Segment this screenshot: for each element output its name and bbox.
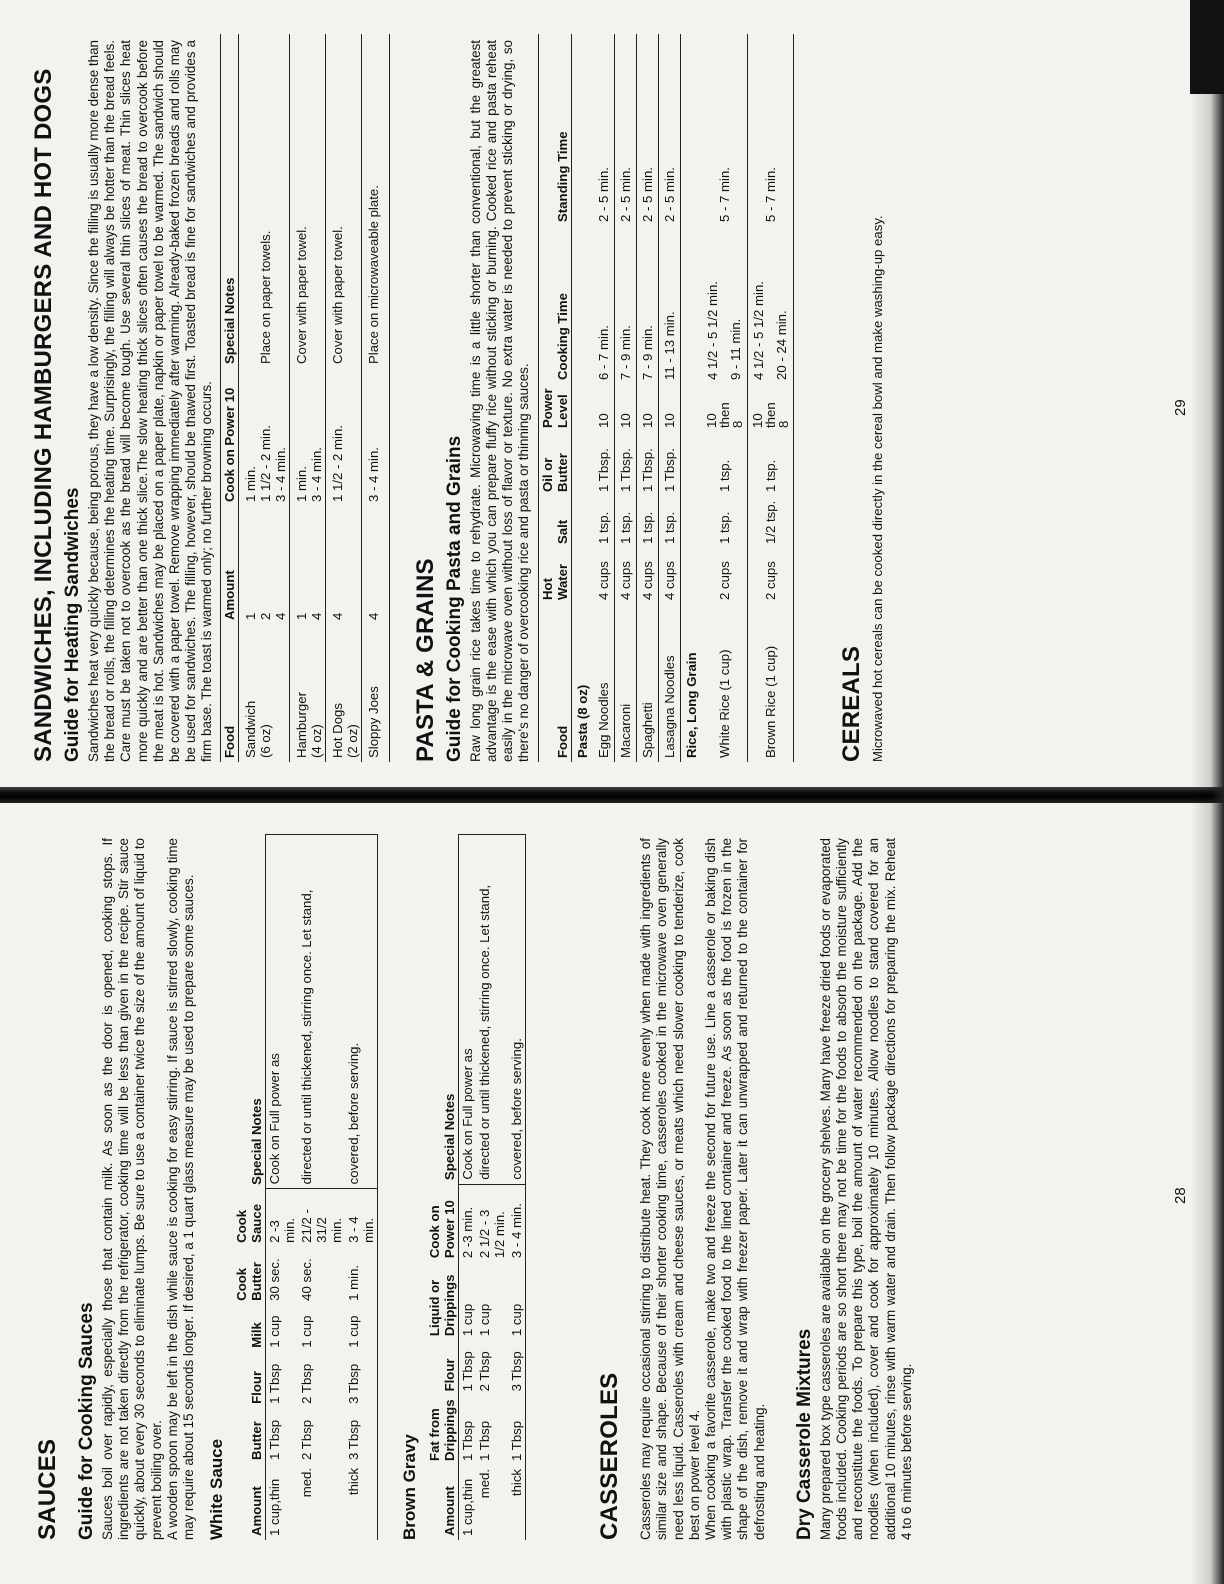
column-header: Fat from Drippings xyxy=(427,1399,458,1461)
cell: Egg Noodles xyxy=(593,604,615,762)
column-header: Power Level xyxy=(540,388,571,428)
dry-casserole-title: Dry Casserole Mixtures xyxy=(793,1328,815,1540)
sauces-guide-text-2: A wooden spoon may be left in the dish while sauce is cooking for easy stirring. If sauce is stirred slowly, cooking time may require about 15 seconds longer. If desired, a 1 quart glass measure may be used to prepare some sauces. xyxy=(164,838,197,1540)
column-header: Cook Butter xyxy=(234,1261,265,1301)
group-label: Rice, Long Grain xyxy=(684,652,700,758)
sandwiches-guide-text: Sandwiches heat very quickly because, being porous, they have a low density. Since the filling is usually more dense than the bread or rolls, the filling determines the heating time. Surprisingly, the filling will always be hotter than the bread feels. Care must be taken not to overcook as the bread will become tough. Use several thin slices of meat. Thin slices heat more quickly and are better than one thick slice.The slow heating thick slices often causes the bread to overcook before the meat is hot. Sandwiches may be placed on a paper plate, napkin or paper towel to be warmed. The sandwich should be covered with a paper towel. Remove wrapping immediately after warming. Already-baked frozen breads and rolls may be used for sandwiches. The filling, however, should be thawed first. Toasted bread is fine for sandwiches and provides a firm base. The toast is warmed only; no further browning occurs. xyxy=(86,40,215,762)
column-header: Special Notes xyxy=(442,1093,458,1181)
cell: 1 Tbsp xyxy=(267,1363,283,1404)
casseroles-title: CASSEROLES xyxy=(596,1372,624,1540)
table-row xyxy=(298,835,345,1541)
cell: 1 2 4 xyxy=(242,612,288,620)
table-row xyxy=(289,34,325,762)
cell: White Rice (1 cup) xyxy=(702,604,748,762)
table-header-row xyxy=(426,835,459,1541)
column-header: Food xyxy=(555,725,571,758)
cell: 1 4 xyxy=(293,612,324,620)
cell: 4 xyxy=(329,612,345,620)
table-row xyxy=(345,835,378,1541)
table-row xyxy=(659,34,681,762)
column-header: Amount xyxy=(221,570,237,620)
cell: 1 Tbsp. xyxy=(637,432,659,496)
column-header: Special Notes xyxy=(221,277,237,364)
table-row xyxy=(637,34,659,762)
sandwich-table xyxy=(220,34,390,762)
cell: 5 - 7 min. xyxy=(748,34,794,226)
group-label: Pasta (8 oz) xyxy=(575,684,591,758)
brown-gravy-table xyxy=(426,834,526,1540)
cell: 1 cup,thin xyxy=(460,1478,476,1536)
casseroles-text-2: When cooking a favorite casserole, make two and freeze the second for future use. Line a casserole or baking dish with plastic wrap. Transfer the cooked food to the lined container and freeze. As soon as the food is frozen in the shape of the dish, remove it and wrap with freezer paper. Later it can unwrapped and returned to the container for defrosting and heating. xyxy=(703,838,767,1540)
cereals-text: Microwaved hot cereals can be cooked directly in the cereal bowl and make washing-up easy. xyxy=(870,215,886,762)
cell: Cover with paper towel. xyxy=(329,226,345,364)
cell: 1 min. 3 - 4 min. xyxy=(293,447,324,502)
column-header: Salt xyxy=(555,519,571,544)
cell: directed or until thickened, stirring once. Let stand, xyxy=(298,835,345,1189)
cell: 10 then 8 xyxy=(702,384,748,432)
cell: 2 -3 min. xyxy=(460,1206,476,1259)
cell: 1 tsp. xyxy=(702,496,748,548)
column-header: Flour xyxy=(442,1358,458,1392)
cell: thick xyxy=(346,1467,362,1496)
cell: 1 Tbsp. xyxy=(659,432,681,496)
table-row xyxy=(593,34,615,762)
cell: 3 Tbsp xyxy=(346,1419,362,1460)
cell: 1 Tbsp xyxy=(267,1419,283,1460)
cell: Cook on Full power as xyxy=(266,835,299,1189)
sauces-title: SAUCES xyxy=(34,1438,61,1540)
cell: Sloppy Joes xyxy=(365,686,381,758)
pasta-guide-title: Guide for Cooking Pasta and Grains xyxy=(443,435,465,762)
table-row xyxy=(266,835,299,1541)
cell: covered, before serving. xyxy=(345,835,378,1189)
cell: 3 - 4 min. xyxy=(509,1203,525,1259)
column-header: Amount xyxy=(442,1486,458,1536)
table-row xyxy=(238,34,289,762)
cell: 1 cup xyxy=(299,1315,315,1348)
cell: 1 cup xyxy=(267,1315,283,1348)
cell: 1 cup xyxy=(346,1315,362,1348)
cell: 4 1/2 - 5 1/2 min. 20 - 24 min. xyxy=(748,226,794,384)
cell: Place on paper towels. xyxy=(257,230,273,364)
table-row xyxy=(702,34,748,762)
sandwiches-title: SANDWICHES, INCLUDING HAMBURGERS AND HOT DOGS xyxy=(30,68,57,762)
cell: 2 cups xyxy=(748,548,794,604)
cell: 4 xyxy=(365,612,381,620)
page-28 xyxy=(0,792,1224,1584)
pasta-table xyxy=(538,34,794,762)
pasta-title: PASTA & GRAINS xyxy=(411,558,439,762)
cell: 10 xyxy=(637,384,659,432)
column-header: Food xyxy=(221,725,237,758)
cell: 1 tsp. xyxy=(593,496,615,548)
cell: 1 tsp. xyxy=(615,496,637,548)
cell: 1 cup xyxy=(477,1303,493,1337)
table-row xyxy=(508,835,526,1541)
dry-casserole-text: Many prepared box type casseroles are available on the grocery shelves. Many have freeze dried foods or evaporated foods included. Cooking periods are so short there may not be time for the foods to absorb the moisture sufficiently and reconstitute the foods. To prepare this type, boil the amount of water recommended on the package. Add the noodles (when included), cover and cook for approximately 10 minutes. Allow noodles to stand covered for an additional 10 minutes, rinse with warm water and drain. Then follow package directions for preparing the mix. Reheat 4 to 6 minutes before serving. xyxy=(817,838,914,1540)
cell: 10 xyxy=(659,384,681,432)
column-header: Flour xyxy=(249,1370,265,1404)
cell: 1 min. xyxy=(346,1264,362,1301)
cell: directed or until thickened, stirring once. Let stand, xyxy=(476,835,508,1185)
brown-gravy-title: Brown Gravy xyxy=(400,1434,420,1540)
cell: 1 1/2 - 2 min. xyxy=(329,425,345,502)
column-header: Amount xyxy=(249,1486,265,1536)
cell: Cover with paper towel. xyxy=(293,226,309,364)
table-group-row xyxy=(572,34,594,762)
cell: 2 -3 min. xyxy=(267,1217,298,1243)
cell: 1/2 tsp. xyxy=(748,496,794,548)
cell: 1 tsp. xyxy=(702,432,748,496)
cell: 11 - 13 min. xyxy=(659,226,681,384)
table-row xyxy=(476,835,508,1541)
column-header: Cook Sauce xyxy=(234,1203,265,1243)
table-row xyxy=(459,835,477,1541)
cell: Macaroni xyxy=(615,604,637,762)
cell: covered, before serving. xyxy=(508,835,526,1185)
casseroles-text-1: Casseroles may require occasional stirring to distribute heat. They cook more evenly when made with ingredients of similar size and shape. Because of their shorter cooking time, casseroles cooked in the microwave oven generally need less liquid. Casseroles with cream and cheese sauces, or meats which need slower cooking to tenderize, cook best on power level 4. xyxy=(638,838,702,1540)
cell: Hot Dogs (2 oz) xyxy=(329,703,360,758)
cell: 3 - 4 min. xyxy=(365,447,381,502)
cell: 3 Tbsp xyxy=(346,1363,362,1404)
cell: 10 xyxy=(615,384,637,432)
cell: 1 Tbsp xyxy=(477,1420,493,1461)
column-header: Oil or Butter xyxy=(540,453,571,492)
column-header: Milk xyxy=(249,1322,265,1348)
cell: 1 Tbsp. xyxy=(593,432,615,496)
scan-edge-shadow xyxy=(1190,0,1224,1584)
cell: 3 Tbsp xyxy=(509,1351,525,1392)
cell: 10 then 8 xyxy=(748,384,794,432)
cell: 2 - 5 min. xyxy=(593,34,615,226)
cell: med. xyxy=(477,1468,493,1499)
sauces-guide-title: Guide for Cooking Sauces xyxy=(76,1302,97,1540)
table-row xyxy=(615,34,637,762)
cell: 3 - 4 min. xyxy=(346,1216,377,1243)
cell: 1 tsp. xyxy=(637,496,659,548)
table-group-row xyxy=(681,34,703,762)
cell: 21/2 - 31/2 min. xyxy=(299,1209,345,1243)
cell: 1 Tbsp xyxy=(460,1351,476,1392)
cell: thick xyxy=(509,1468,525,1497)
cell: Brown Rice (1 cup) xyxy=(748,604,794,762)
scan-corner-mark xyxy=(1190,0,1224,94)
cell: Sandwich (6 oz) xyxy=(242,700,273,758)
table-row xyxy=(748,34,794,762)
cell: med. xyxy=(299,1467,315,1498)
column-header: Cook on Power 10 xyxy=(427,1200,458,1259)
page-number: 29 xyxy=(1172,399,1189,416)
cell: 1 cup,thin xyxy=(267,1478,283,1536)
cell: 30 sec. xyxy=(267,1258,283,1301)
cell: Cook on Full power as xyxy=(459,835,477,1185)
cell: 1 Tbsp. xyxy=(615,432,637,496)
cell: Hamburger (4 oz) xyxy=(293,692,324,758)
cereals-title: CEREALS xyxy=(838,645,866,762)
cell: 1 tsp. xyxy=(748,432,794,496)
column-header: Cooking Time xyxy=(555,293,571,380)
cell: 7 - 9 min. xyxy=(615,226,637,384)
cell: 40 sec. xyxy=(299,1258,315,1301)
table-row xyxy=(361,34,389,762)
white-sauce-table xyxy=(233,834,378,1540)
cell: 2 Tbsp xyxy=(477,1351,493,1392)
pasta-guide-text: Raw long grain rice takes time to rehydrate. Microwaving time is a little shorter than conventional, but the greatest advantage is the ease with which you can prepare fluffy rice without sticking or burning. Cooked rice and pasta reheat easily in the microwave oven without loss of flavor or texture. No extra water is needed to prevent sticking or drying, so there's no danger of overcooking rice and pasta or thinning sauces. xyxy=(467,40,532,762)
cell: 4 1/2 - 5 1/2 min. 9 - 11 min. xyxy=(702,226,748,384)
cell: 4 cups xyxy=(659,548,681,604)
cell: 1 cup xyxy=(509,1303,525,1337)
cell: 1 Tbsp xyxy=(509,1420,525,1461)
column-header: Special Notes xyxy=(249,1098,265,1185)
cell: 2 cups xyxy=(702,548,748,604)
table-row xyxy=(325,34,361,762)
cell: 4 cups xyxy=(593,548,615,604)
table-header-row xyxy=(539,34,572,762)
cell: 1 min. 1 1/2 - 2 min. 3 - 4 min. xyxy=(242,425,288,502)
column-header: Hot Water xyxy=(540,563,571,600)
cell: Spaghetti xyxy=(637,604,659,762)
cell: 6 - 7 min. xyxy=(593,226,615,384)
column-header: Standing Time xyxy=(555,131,571,222)
column-header: Cook on Power 10 xyxy=(221,387,237,502)
cell: 4 cups xyxy=(637,548,659,604)
cell: 2 - 5 min. xyxy=(637,34,659,226)
sandwiches-guide-title: Guide for Heating Sandwiches xyxy=(62,487,83,762)
cell: 1 cup xyxy=(460,1303,476,1337)
cell: Lasagna Noodles xyxy=(659,604,681,762)
cell: 10 xyxy=(593,384,615,432)
page-number: 28 xyxy=(1172,1187,1189,1204)
table-header-row xyxy=(233,835,266,1541)
cell: 1 tsp. xyxy=(659,496,681,548)
cell: 2 1/2 - 3 1/2 min. xyxy=(477,1209,508,1259)
cell: 2 Tbsp xyxy=(299,1363,315,1404)
table-header-row xyxy=(220,34,238,762)
cell: 7 - 9 min. xyxy=(637,226,659,384)
cell: 2 - 5 min. xyxy=(615,34,637,226)
cell: 4 cups xyxy=(615,548,637,604)
sauces-guide-text-1: Sauces boil over rapidly, especially those that contain milk. As soon as the door is opened, cooking stops. If ingredients are not taken directly from the refrigerator, cooking time will be less than given in the recipe. Stir sauce quickly, about every 30 seconds to eliminate lumps. Be sure to use a container twice the size of the amount of liquid to prevent boiling over. xyxy=(100,838,164,1540)
cell: 2 - 5 min. xyxy=(659,34,681,226)
cell: 5 - 7 min. xyxy=(702,34,748,226)
column-header: Butter xyxy=(249,1421,265,1460)
cell: 2 Tbsp xyxy=(299,1419,315,1460)
white-sauce-title: White Sauce xyxy=(207,1438,227,1540)
cell: 1 Tbsp xyxy=(460,1420,476,1461)
column-header: Liquid or Drippings xyxy=(427,1274,458,1337)
cell: Place on microwaveable plate. xyxy=(365,185,381,364)
